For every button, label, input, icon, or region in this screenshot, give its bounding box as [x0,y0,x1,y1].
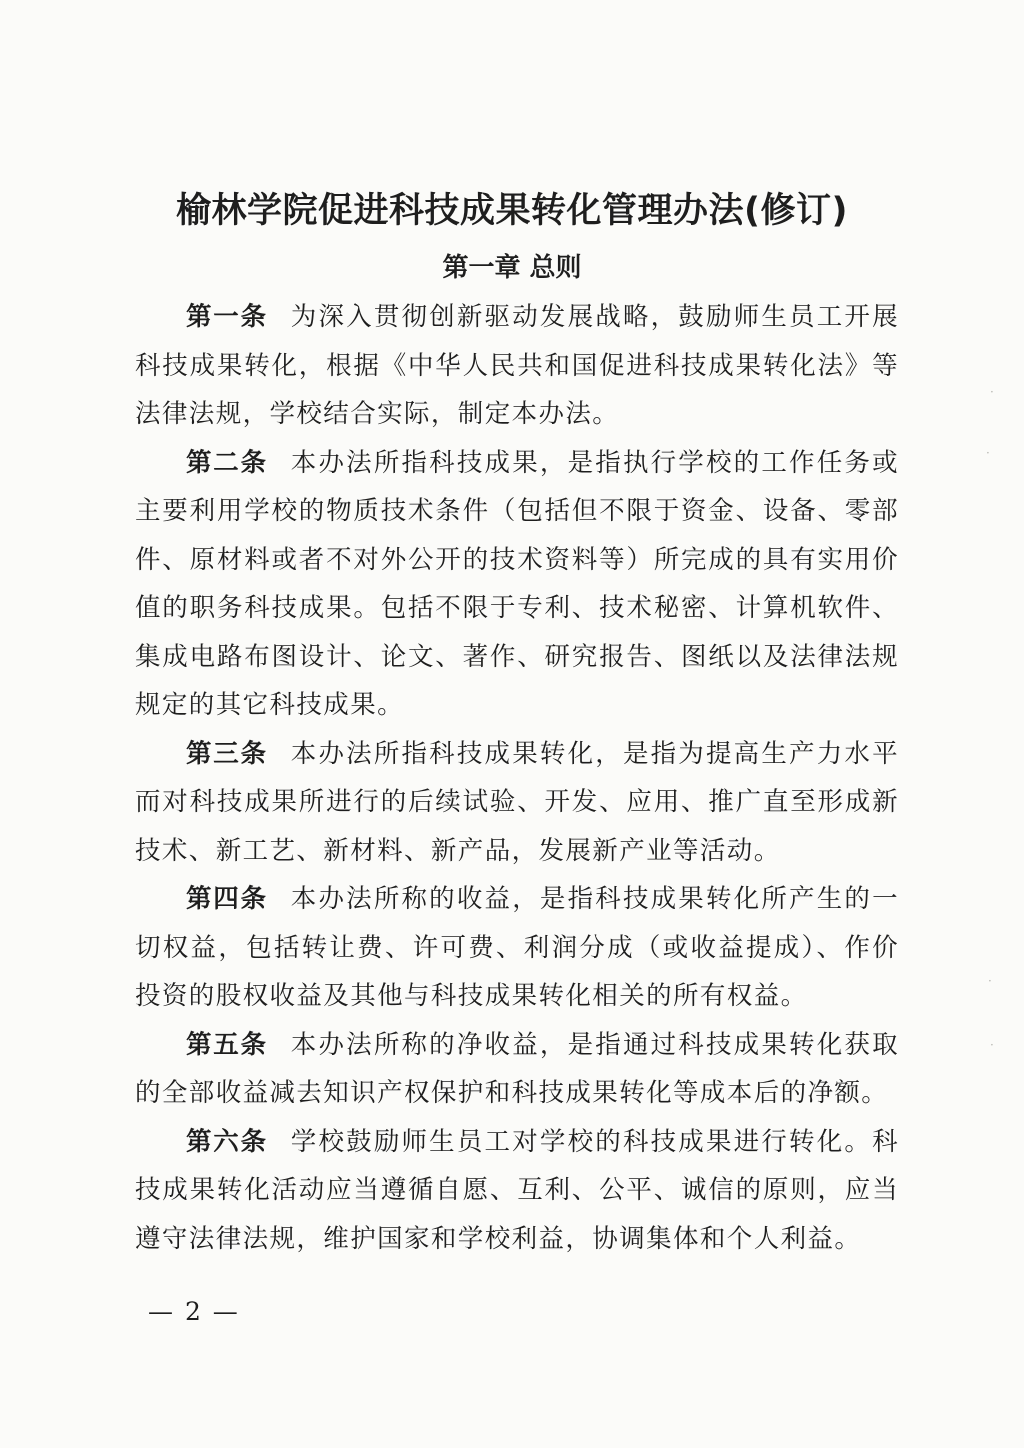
article-4 [135,875,899,1021]
article-1 [135,293,899,439]
article-label: 第二条 [186,447,268,478]
article-6 [135,1118,899,1264]
scan-speck: · [990,385,994,399]
article-text: 为深入贯彻创新驱动发展战略，鼓励师生员工开展科技成果转化，根据《中华人民共和国促进科技成果转化法》等法律法规，学校结合实际，制定本办法。 [135,302,899,429]
article-text: 本办法所指科技成果转化，是指为提高生产力水平而对科技成果所进行的后续试验、开发、应用、推广直至形成新技术、新工艺、新材料、新产品，发展新产业等活动。 [135,738,899,866]
article-3 [135,730,899,876]
article-label: 第一条 [186,302,268,332]
scan-speck: · [986,446,990,460]
scan-speck: · [988,974,992,988]
article-label: 第四条 [186,884,268,914]
article-2 [135,439,899,730]
article-text: 本办法所指科技成果，是指执行学校的工作任务或主要利用学校的物质技术条件（包括但不限于资金、设备、零部件、原材料或者不对外公开的技术资料等）所完成的具有实用价值的职务科技成果。包括不限于专利、技术秘密、计算机软件、集成电路布图设计、论文、著作、研究报告、图纸以及法律法规规定的其它科技成果。 [135,447,899,720]
page-number: — 2 — [148,1297,240,1326]
article-text: 本办法所称的净收益，是指通过科技成果转化获取的全部收益减去知识产权保护和科技成果转化等成本后的净额。 [135,1029,899,1108]
article-label: 第五条 [186,1029,268,1060]
article-text: 学校鼓励师生员工对学校的科技成果进行转化。科技成果转化活动应当遵循自愿、互利、公平、诚信的原则，应当遵守法律法规，维护国家和学校利益，协调集体和个人利益。 [135,1126,899,1254]
article-label: 第三条 [186,738,268,769]
article-label: 第六条 [186,1126,268,1157]
article-5 [135,1021,899,1118]
scan-speck: · [990,1038,994,1052]
chapter-heading: 第一章 总则 [442,253,582,283]
document-title: 榆林学院促进科技成果转化管理办法(修订) [176,191,848,231]
document-body [135,293,899,1263]
article-text: 本办法所称的收益，是指科技成果转化所产生的一切权益，包括转让费、许可费、利润分成（或收益提成）、作价投资的股权收益及其他与科技成果转化相关的所有权益。 [135,884,899,1011]
